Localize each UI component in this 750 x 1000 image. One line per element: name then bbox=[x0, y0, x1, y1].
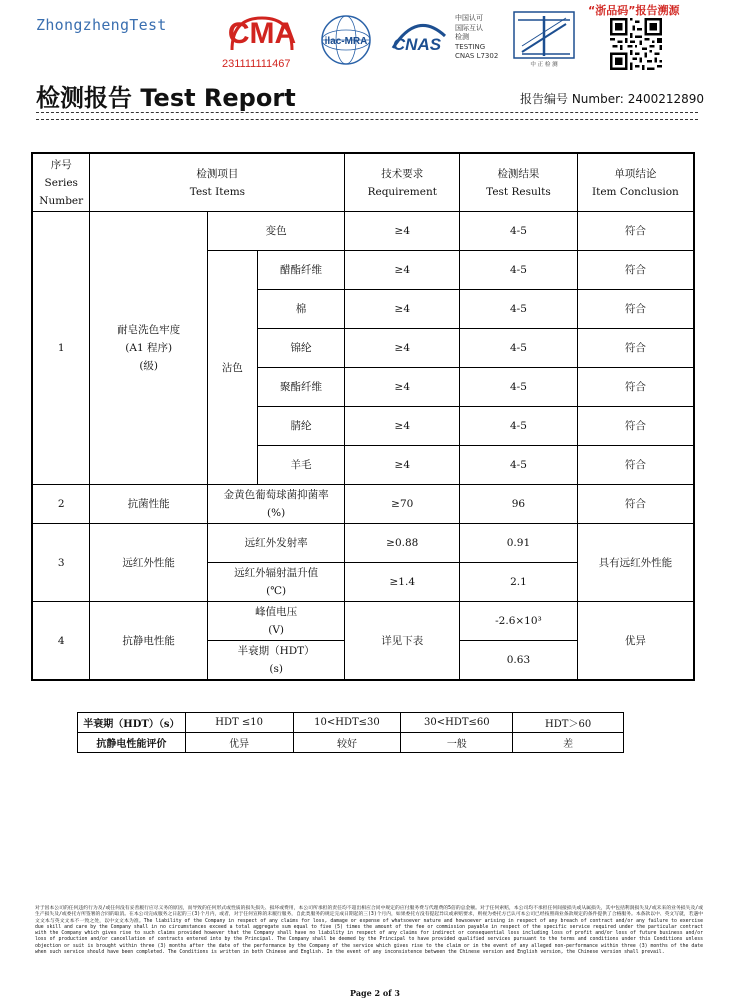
table-row bbox=[32, 485, 694, 524]
zhongzheng-logo-text: 中 正 检 测 bbox=[530, 62, 558, 68]
fiber: 锦纶 bbox=[257, 329, 345, 368]
cnas-info bbox=[455, 14, 498, 62]
conclusion: 具有远红外性能 bbox=[577, 524, 694, 602]
conclusion: 符合 bbox=[577, 212, 694, 251]
cnas-logo bbox=[385, 14, 449, 64]
row-number: 3 bbox=[32, 524, 90, 602]
grade-cell: 10<HDT≤30 bbox=[293, 713, 401, 733]
table-row bbox=[32, 212, 694, 251]
test-item: 抗静电性能 bbox=[90, 602, 207, 681]
requirement: ≥1.4 bbox=[345, 563, 460, 602]
report-number-value: 2400212890 bbox=[627, 92, 705, 106]
header-test-results: 检测结果 Test Results bbox=[460, 153, 578, 212]
table-row bbox=[32, 602, 694, 641]
row-number: 2 bbox=[32, 485, 90, 524]
result: 4-5 bbox=[460, 329, 578, 368]
requirement: ≥4 bbox=[345, 212, 460, 251]
conclusion: 符合 bbox=[577, 368, 694, 407]
requirement: ≥4 bbox=[345, 329, 460, 368]
fiber: 腈纶 bbox=[257, 407, 345, 446]
fiber: 羊毛 bbox=[257, 446, 345, 485]
result: 96 bbox=[460, 485, 578, 524]
table-header-row bbox=[32, 153, 694, 212]
requirement: ≥4 bbox=[345, 446, 460, 485]
result: 4-5 bbox=[460, 251, 578, 290]
conclusion: 优异 bbox=[577, 602, 694, 681]
requirement: ≥4 bbox=[345, 290, 460, 329]
test-item: 抗菌性能 bbox=[90, 485, 207, 524]
report-header bbox=[0, 0, 750, 125]
ilac-logo-text: ilac-MRA bbox=[324, 36, 368, 47]
result: 4-5 bbox=[460, 212, 578, 251]
table-row bbox=[78, 713, 624, 733]
grade-cell: 差 bbox=[513, 733, 624, 753]
page-number: Page 2 of 3 bbox=[350, 988, 400, 998]
grade-cell: 优异 bbox=[185, 733, 293, 753]
header-test-items: 检测项目 Test Items bbox=[90, 153, 345, 212]
sub-item: 远红外辐射温升值 (℃) bbox=[207, 563, 344, 602]
grade-cell: 较好 bbox=[293, 733, 401, 753]
conclusion: 符合 bbox=[577, 290, 694, 329]
conclusion: 符合 bbox=[577, 446, 694, 485]
requirement: ≥4 bbox=[345, 251, 460, 290]
sub-item: 金黄色葡萄球菌抑菌率 (%) bbox=[207, 485, 344, 524]
conclusion: 符合 bbox=[577, 407, 694, 446]
grade-cell: 一般 bbox=[401, 733, 513, 753]
conclusion: 符合 bbox=[577, 485, 694, 524]
requirement: ≥4 bbox=[345, 368, 460, 407]
zhongzheng-logo bbox=[512, 10, 576, 68]
grade-cell: 30<HDT≤60 bbox=[401, 713, 513, 733]
table-row bbox=[78, 733, 624, 753]
liability-disclaimer: 对于因本公司的任何违约行为及/或任何没有妥善履行应尽义务的原因，而导致的任何形式或性质的损失损失、损坏或费用，本公司所承担的责任均不超出相应合同中规定的应付服务费与代理费的5倍的总金额。对于任何索赔，本公司均不承担任何间接损失或从属损失，其中包括利润损失及/或未来的业务损失及/或生产损失及/或委托方所签署的合同的取消。在本公司完成服务之日起的三(3)个月内，或者，对于任何宣称的未履行服务，自此类服务的规定完成日期起的三(3)个月内，如果委托方没有提起异议或索赔要求，则视为委托方已认可本公司已经按照商业条款规定的条件提供了合格服务。本条款以中、英文写就，若遇中文文本与英文文本不一致之处，以中文文本为准。The liability of the Company in respect of any claims for loss, damage or expense of whatsoever nature and howsoever arising in respect of any breach of contract and/or any failure to exercise due skill and care by the Company shall in no circumstances exceed a total aggregate sum equal to five (5) times the amount of the fee or commission payable in respect of the specific service required under the particular contract with the Company which gives rise to such claims provided however that the Company shall have no liability in respect of any claims for indirect or consequential loss including loss of profit and/or loss of future business and/or loss of production and/or cancellation of contracts entered into by the Principal. The Company shall be deemed by the Principal to have provided qualified services pursuant to the terms and conditions under this Conditions unless objection or suit is brought within three (3) months after the date of the performance by the Company of the service which gives rise to the claim or in the event of any alleged non-performance within three (3) months of the date when such service should have been completed. The Conditions is written in both Chinese and English. In the event of any inconsistence between the Chinese version and English version, the Chinese version shall prevail. bbox=[35, 906, 703, 956]
result: 0.91 bbox=[460, 524, 578, 563]
header-requirement: 技术要求 Requirement bbox=[345, 153, 460, 212]
staining-label: 沾色 bbox=[207, 251, 257, 485]
grade-cell: 半衰期（HDT）（s） bbox=[78, 713, 186, 733]
cnas-logo-text: CNAS bbox=[392, 35, 442, 54]
sub-item: 峰值电压 (V) bbox=[207, 602, 344, 641]
header-series: 序号 Series Number bbox=[32, 153, 90, 212]
row-number: 1 bbox=[32, 212, 90, 485]
conclusion: 符合 bbox=[577, 251, 694, 290]
trace-label: “浙品码”报告溯源 bbox=[588, 4, 680, 17]
result: -2.6×10³ bbox=[460, 602, 578, 641]
grade-cell: 抗静电性能评价 bbox=[78, 733, 186, 753]
grade-cell: HDT＞60 bbox=[513, 713, 624, 733]
header-divider bbox=[36, 112, 698, 120]
cma-logo-text: CMA bbox=[227, 17, 297, 50]
cnas-info-line: CNAS L7302 bbox=[455, 52, 499, 60]
result: 4-5 bbox=[460, 368, 578, 407]
requirement: ≥4 bbox=[345, 407, 460, 446]
test-item: 耐皂洗色牢度 (A1 程序) (级) bbox=[90, 212, 207, 485]
result: 4-5 bbox=[460, 290, 578, 329]
fiber: 醋酯纤维 bbox=[257, 251, 345, 290]
requirement: ≥70 bbox=[345, 485, 460, 524]
row-number: 4 bbox=[32, 602, 90, 681]
requirement: ≥0.88 bbox=[345, 524, 460, 563]
requirement: 详见下表 bbox=[345, 602, 460, 681]
cnas-info-line: TESTING bbox=[455, 42, 486, 51]
page-title: 检测报告 Test Report bbox=[36, 84, 296, 112]
report-number bbox=[520, 90, 704, 107]
brand-name: ZhongzhengTest bbox=[36, 16, 167, 34]
sub-item: 远红外发射率 bbox=[207, 524, 344, 563]
table-row bbox=[32, 524, 694, 563]
report-number-label: 报告编号 Number: bbox=[520, 92, 624, 106]
qr-code[interactable] bbox=[610, 18, 662, 70]
cma-number: 231111111467 bbox=[222, 58, 291, 70]
fiber: 聚酯纤维 bbox=[257, 368, 345, 407]
sub-item: 半衰期（HDT） (s) bbox=[207, 641, 344, 681]
header-item-conclusion: 单项结论 Item Conclusion bbox=[577, 153, 694, 212]
result: 4-5 bbox=[460, 446, 578, 485]
antistatic-grade-table bbox=[77, 712, 624, 753]
conclusion: 符合 bbox=[577, 329, 694, 368]
cnas-info-line: 检测 bbox=[455, 33, 469, 41]
fiber: 棉 bbox=[257, 290, 345, 329]
result: 2.1 bbox=[460, 563, 578, 602]
cnas-info-line: 中国认可 bbox=[455, 14, 483, 22]
cnas-info-line: 国际互认 bbox=[455, 23, 483, 32]
test-results-table bbox=[31, 152, 695, 681]
test-item: 远红外性能 bbox=[90, 524, 207, 602]
result: 4-5 bbox=[460, 407, 578, 446]
sub-item: 变色 bbox=[207, 212, 344, 251]
result: 0.63 bbox=[460, 641, 578, 681]
ilac-mra-logo bbox=[320, 14, 372, 66]
grade-cell: HDT ≤10 bbox=[185, 713, 293, 733]
